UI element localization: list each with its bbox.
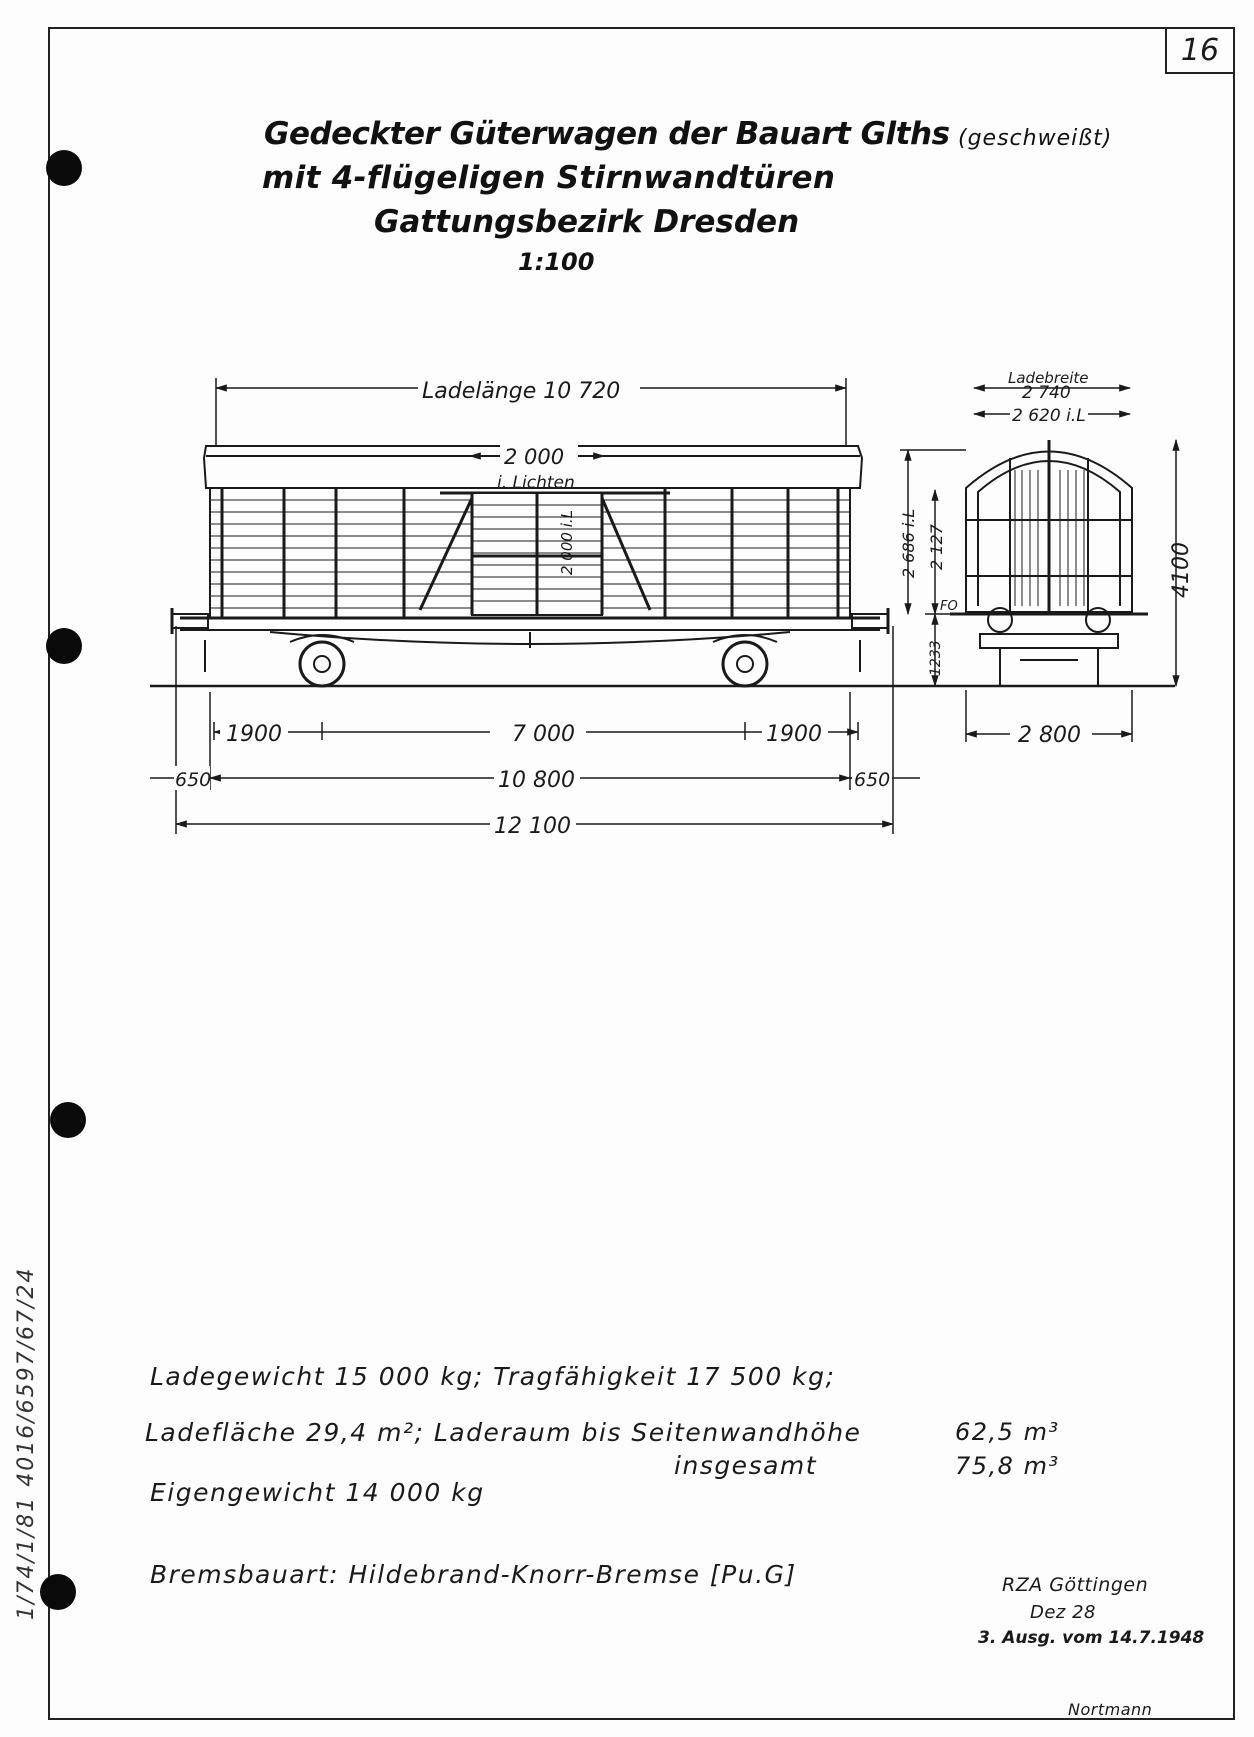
title-line-2: mit 4-flügeligen Stirnwandtüren [262, 160, 836, 196]
label-overhang-right: 1900 [766, 722, 822, 747]
spec-load-area: Ladefläche 29,4 m²; Laderaum bis Seitenwandhöhe [145, 1418, 862, 1447]
spec-volume-total: 75,8 m³ [955, 1452, 1060, 1480]
label-frame-length: 10 800 [498, 768, 575, 793]
label-wheelbase: 7 000 [512, 722, 575, 747]
label-side-height: 2 127 [927, 524, 946, 570]
label-inner-width: 2 620 i.L [1012, 406, 1086, 426]
margin-note: 1/74/1/81 4016/6597/67/24 [14, 1266, 39, 1620]
label-door-note: i. Lichten [497, 473, 575, 493]
label-fo: FO [940, 599, 958, 614]
signature: Nortmann [1068, 1700, 1153, 1719]
title-line-1: Gedeckter Güterwagen der Bauart Glths [264, 116, 950, 152]
spec-tare-weight: Eigengewicht 14 000 kg [150, 1478, 485, 1507]
side-view [150, 446, 1175, 686]
label-ladelaenge: Ladelänge 10 720 [422, 379, 621, 404]
label-ladebreite: Ladebreite [1008, 369, 1089, 387]
page-number: 16 [1165, 28, 1233, 74]
label-buffer-left: 650 [175, 769, 212, 791]
label-floor-height: 1233 [928, 640, 944, 676]
label-side-height-clear: 2 686 i.L [899, 508, 918, 578]
title-line-3: Gattungsbezirk Dresden [374, 204, 800, 240]
stamp-edition: 3. Ausg. vom 14.7.1948 [978, 1628, 1205, 1648]
stamp-office: RZA Göttingen [1002, 1574, 1149, 1596]
label-total-length: 12 100 [494, 814, 571, 839]
spec-volume-total-label: insgesamt [674, 1451, 818, 1480]
spec-volume-side: 62,5 m³ [955, 1418, 1060, 1446]
dimension-labels [174, 369, 1194, 839]
label-end-width: 2 800 [1018, 723, 1081, 748]
end-view [950, 440, 1148, 686]
label-door-width: 2 000 [504, 445, 565, 469]
spec-load-weight: Ladegewicht 15 000 kg; Tragfähigkeit 17 500 kg; [150, 1362, 836, 1391]
title-note: (geschweißt) [958, 126, 1113, 151]
scale-label: 1:100 [518, 248, 595, 276]
label-ladebreite-value: 2 740 [1022, 383, 1071, 403]
spec-brake: Bremsbauart: Hildebrand-Knorr-Bremse [Pu.G] [150, 1560, 797, 1589]
label-overhang-left: 1900 [226, 722, 282, 747]
label-door-height: 2 000 i.L [558, 509, 576, 575]
label-buffer-right: 650 [854, 769, 891, 791]
stamp-date: Dez 28 [1030, 1602, 1097, 1623]
label-total-height: 4100 [1169, 542, 1194, 598]
